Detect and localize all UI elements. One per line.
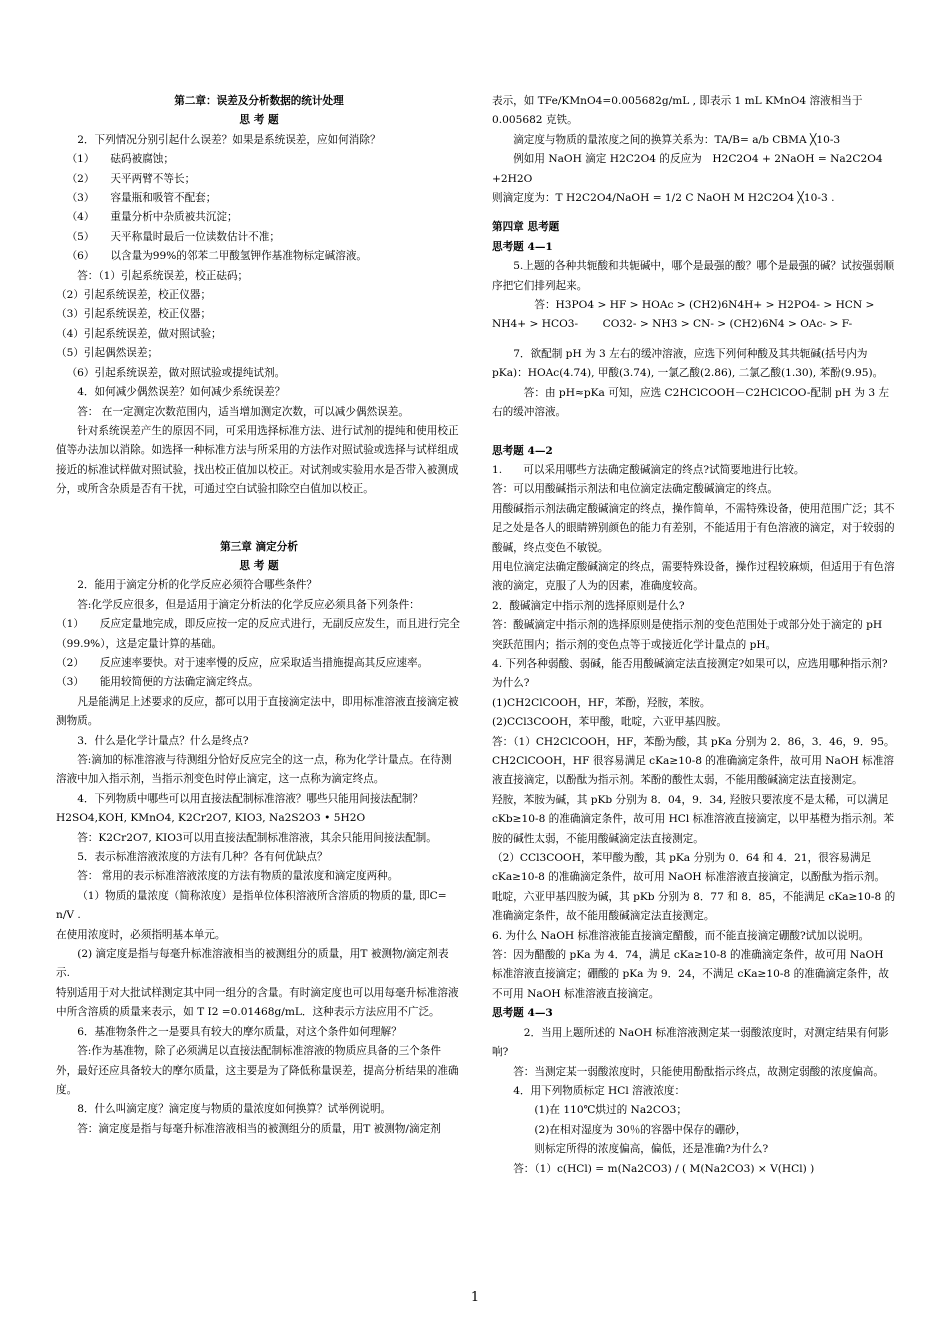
paragraph: 答：由 pH≈pKa 可知，应选 C2HClCOOH－C2HClCOO-配制 pH 为 3 左右的缓冲溶液。	[492, 386, 890, 419]
paragraph: (2)在相对湿度为 30％的容器中保存的硼砂，	[513, 1123, 747, 1136]
paragraph: 答：K2Cr2O7, KIO3可以用直接法配制标准溶液，其余只能用间接法配制。	[77, 831, 437, 844]
paragraph: 答:化学反应很多，但是适用于滴定分析法的化学反应必须具备下列条件：	[77, 598, 420, 611]
section-heading: 思考题 4—1	[492, 240, 553, 253]
paragraph: （2）引起系统误差，校正仪器；	[56, 289, 212, 302]
spacer	[492, 423, 896, 442]
paragraph: 凡是能满足上述要求的反应，都可以用于直接滴定法中，即用标准溶液直接滴定被测物质。	[56, 695, 459, 728]
paragraph: 则滴定度为：T H2C2O4/NaOH = 1/2 C NaOH M H2C2O4 ╳10-3 .	[492, 192, 835, 205]
paragraph: 4. 下列各种弱酸、弱碱，能否用酸碱滴定法直接测定?如果可以，应选用哪种指示剂?为什么?	[492, 657, 888, 690]
paragraph: 答：（1）引起系统误差，校正砝码；	[77, 269, 249, 282]
paragraph: （2） 反应速率要快。对于速率慢的反应，应采取适当措施提高其反应速率。	[56, 656, 429, 669]
paragraph: 6．基准物条件之一是要具有较大的摩尔质量，对这个条件如何理解？	[77, 1025, 402, 1038]
spacer	[56, 519, 462, 538]
paragraph: 答：滴定度是指与每毫升标准溶液相当的被测组分的质量，用T 被测物/滴定剂	[77, 1122, 441, 1135]
paragraph: 5．表示标准溶液浓度的方法有几种？各有何优缺点？	[77, 851, 328, 864]
paragraph: 答：可以用酸碱指示剂法和电位滴定法确定酸碱滴定的终点。	[492, 483, 779, 496]
paragraph: (1)CH2ClCOOH，HF，苯酚，羟胺，苯胺。	[492, 696, 711, 709]
paragraph: 答： 常用的表示标准溶液浓度的方法有物质的量浓度和滴定度两种。	[77, 870, 399, 883]
paragraph: （2） 天平两臂不等长；	[66, 172, 196, 185]
paragraph: 2．下列情况分别引起什么误差？如果是系统误差，应如何消除？	[77, 133, 381, 146]
paragraph: 答：当测定某一弱酸浓度时，只能使用酚酞指示终点，故测定弱酸的浓度偏高。	[513, 1065, 884, 1078]
paragraph: 2．酸碱滴定中指示剂的选择原则是什么?	[492, 599, 685, 612]
paragraph: 表示，如 TFe/KMnO4=0.005682g/mL , 即表示 1 mL KMnO4 溶液相当于 0.005682 克铁。	[492, 95, 863, 127]
section-heading: 思考题 4—2	[492, 444, 553, 457]
paragraph: 用酸碱指示剂法确定酸碱滴定的终点，操作简单，不需特殊设备，使用范围广泛；其不足之处是各人的眼睛辨别颜色的能力有差别，不能适用于有色溶液的滴定，对于较弱的酸碱，终点变色不敏锐。	[492, 502, 895, 554]
paragraph: (1)在 110℃烘过的 Na2CO3；	[513, 1104, 688, 1117]
paragraph: 8．什么叫滴定度？滴定度与物质的量浓度如何换算？试举例说明。	[77, 1103, 392, 1116]
paragraph: 答:作为基准物，除了必须满足以直接法配制标准溶液的物质应具备的三个条件外，最好还应具备较大的摩尔质量，这主要是为了降低称量误差，提高分析结果的准确度。	[56, 1045, 459, 1096]
paragraph: H2SO4,KOH, KMnO4, K2Cr2O7, KIO3, Na2S2O3 • 5H2O	[56, 812, 366, 825]
paragraph: 4．下列物质中哪些可以用直接法配制标准溶液？哪些只能用间接法配制？	[77, 792, 423, 805]
paragraph: 答：因为醋酸的 pKa 为 4．74，满足 cKa≥10-8 的准确滴定条件，故可用 NaOH 标准溶液直接滴定；硼酸的 pKa 为 9．24，不满足 cKa≥10-8 的准确滴定条件，故不可用 NaOH 标准溶液直接滴定。	[492, 949, 889, 1000]
paragraph: 答： 在一定测定次数范围内，适当增加测定次数，可以减少偶然误差。	[77, 405, 409, 418]
paragraph: 4．用下列物质标定 HCl 溶液浓度：	[513, 1084, 686, 1097]
paragraph: （3） 容量瓶和吸管不配套；	[66, 192, 217, 205]
paragraph: 用电位滴定法确定酸碱滴定的终点，需要特殊设备，操作过程较麻烦，但适用于有色溶液的滴定，克服了人为的因素，准确度较高。	[492, 560, 895, 593]
paragraph: 答:滴加的标准溶液与待测组分恰好反应完全的这一点，称为化学计量点。在待测溶液中加入指示剂，当指示剂变色时停止滴定，这一点称为滴定终点。	[56, 754, 452, 786]
paragraph: 则标定所得的浓度偏高，偏低，还是准确?为什么?	[513, 1143, 769, 1156]
paragraph: 答：（1）CH2ClCOOH，HF，苯酚为酸，其 pKa 分别为 2．86，3．46，9．95。	[492, 735, 895, 748]
paragraph: 滴定度与物质的量浓度之间的换算关系为：TA/B= a/b CBMA ╳10-3	[513, 133, 841, 146]
paragraph: （1） 砝码被腐蚀；	[66, 153, 174, 166]
paragraph: （5）引起偶然误差；	[56, 347, 159, 360]
paragraph: 3．什么是化学计量点？什么是终点?	[77, 734, 249, 747]
paragraph: 在使用浓度时，必须指明基本单元。	[56, 928, 226, 941]
page-number: 1	[470, 1290, 480, 1305]
paragraph: （4）引起系统误差，做对照试验；	[56, 327, 222, 340]
paragraph: （3） 能用较简便的方法确定滴定终点。	[56, 676, 259, 689]
section-heading: 第四章 思考题	[492, 221, 560, 234]
section-heading: 思考题 4—3	[492, 1007, 553, 1020]
paragraph: 例如用 NaOH 滴定 H2C2O4 的反应为 H2C2O4 + 2NaOH = Na2C2O4 +2H2O	[492, 153, 883, 185]
right-column	[492, 92, 896, 1179]
paragraph: （6） 以含量为99%的邻苯二甲酸氢钾作基准物标定碱溶液。	[66, 250, 368, 263]
paragraph: 羟胺，苯胺为碱，其 pKb 分别为 8．04，9．34, 羟胺只要浓度不是太稀，可以满足 cKb≥10-8 的准确滴定条件，故可用 HCl 标准溶液直接滴定，以甲基橙为指示剂。苯胺的碱性太弱，不能用酸碱滴定法直接测定。	[492, 793, 894, 845]
paragraph: 5.上题的各种共轭酸和共轭碱中，哪个是最强的酸？哪个是最强的碱？试按强弱顺序把它们排列起来。	[492, 260, 895, 292]
paragraph: （6）引起系统误差，做对照试验或提纯试剂。	[66, 366, 286, 379]
paragraph: （4） 重量分析中杂质被共沉淀；	[66, 211, 238, 224]
left-column	[56, 92, 462, 1139]
section-heading: 思 考 题	[239, 559, 279, 572]
paragraph: 吡啶，六亚甲基四胺为碱，其 pKb 分别为 8．77 和 8．85，不能满足 cKa≥10-8 的准确滴定条件，故不能用酸碱滴定法直接测定。	[492, 890, 896, 923]
paragraph: （1）物质的量浓度（简称浓度）是指单位体积溶液所含溶质的物质的量, 即C= n/V .	[56, 889, 447, 922]
paragraph: （1） 反应定量地完成，即反应按一定的反应式进行，无副反应发生，而且进行完全（99.9%），这是定量计算的基础。	[56, 618, 460, 650]
section-heading: 第三章 滴定分析	[220, 540, 298, 553]
spacer	[492, 335, 896, 345]
section-heading: 第二章：误差及分析数据的统计处理	[174, 95, 344, 107]
paragraph: 7．欲配制 pH 为 3 左右的缓冲溶液，应选下列何种酸及其共轭碱(括号内为 pKa)：HOAc(4.74), 甲酸(3.74), 一氯乙酸(2.86), 二氯乙酸(1.30), 苯酚(9.95)。	[492, 347, 884, 380]
paragraph: （5） 天平称量时最后一位读数估计不准；	[66, 230, 280, 243]
paragraph: 6. 为什么 NaOH 标准溶液能直接滴定醋酸，而不能直接滴定硼酸?试加以说明。	[492, 929, 870, 942]
paragraph: (2) 滴定度是指与每毫升标准溶液相当的被测组分的质量，用T 被测物/滴定剂表示.	[56, 948, 449, 980]
paragraph: 4．如何减少偶然误差？如何减少系统误差？	[77, 386, 286, 399]
paragraph: 答：（1）c(HCl) = m(Na2CO3) / ( M(Na2CO3) × V(HCl) )	[513, 1162, 815, 1175]
paragraph: （2）CCl3COOH，苯甲酸为酸，其 pKa 分别为 0．64 和 4．21，很容易满足 cKa≥10-8 的准确滴定条件，故可用 NaOH 标准溶液直接滴定，以酚酞为指示剂。	[492, 852, 886, 884]
paragraph: 答：酸碱滴定中指示剂的选择原则是使指示剂的变色范围处于或部分处于滴定的 pH 突跃范围内；指示剂的变色点等于或接近化学计量点的 pH。	[492, 619, 883, 651]
paragraph: 针对系统误差产生的原因不同，可采用选择标准方法、进行试剂的提纯和使用校正值等办法加以消除。如选择一种标准方法与所采用的方法作对照试验或选择与试样组成接近的标准试样做对照试验，找出校正值加以校正。对试剂或实验用水是否带入被测成分，或所含杂质是否有干扰，可通过空白试验扣除空白值加以校正。	[56, 424, 459, 496]
section-heading: 思 考 题	[239, 114, 279, 127]
paragraph: 特别适用于对大批试样测定其中同一组分的含量。有时滴定度也可以用每毫升标准溶液中所含溶质的质量来表示，如 T I2 =0.01468g/mL．这种表示方法应用不广泛。	[56, 986, 459, 1019]
paragraph: CH2ClCOOH，HF 很容易满足 cKa≥10-8 的准确滴定条件，故可用 NaOH 标准溶液直接滴定，以酚酞为指示剂。苯酚的酸性太弱，不能用酸碱滴定法直接测定。	[492, 755, 894, 787]
paragraph: 1. 可以采用哪些方法确定酸碱滴定的终点?试简要地进行比较。	[492, 463, 805, 476]
spacer	[492, 208, 896, 218]
paragraph: 2．能用于滴定分析的化学反应必须符合哪些条件？	[77, 579, 317, 592]
spacer	[56, 500, 462, 519]
paragraph: （3）引起系统误差，校正仪器；	[56, 308, 212, 321]
paragraph: (2)CCl3COOH，苯甲酸，吡啶，六亚甲基四胺。	[492, 716, 727, 729]
paragraph: 答：H3PO4 > HF > HOAc > (CH2)6N4H+ > H2PO4- > HCN > NH4+ > HCO3- CO32- > NH3 > CN- > (CH2)6N4 > OAc- > F-	[492, 299, 875, 331]
paragraph: 2．当用上题所述的 NaOH 标准溶液测定某一弱酸浓度时，对测定结果有何影响?	[492, 1026, 889, 1059]
